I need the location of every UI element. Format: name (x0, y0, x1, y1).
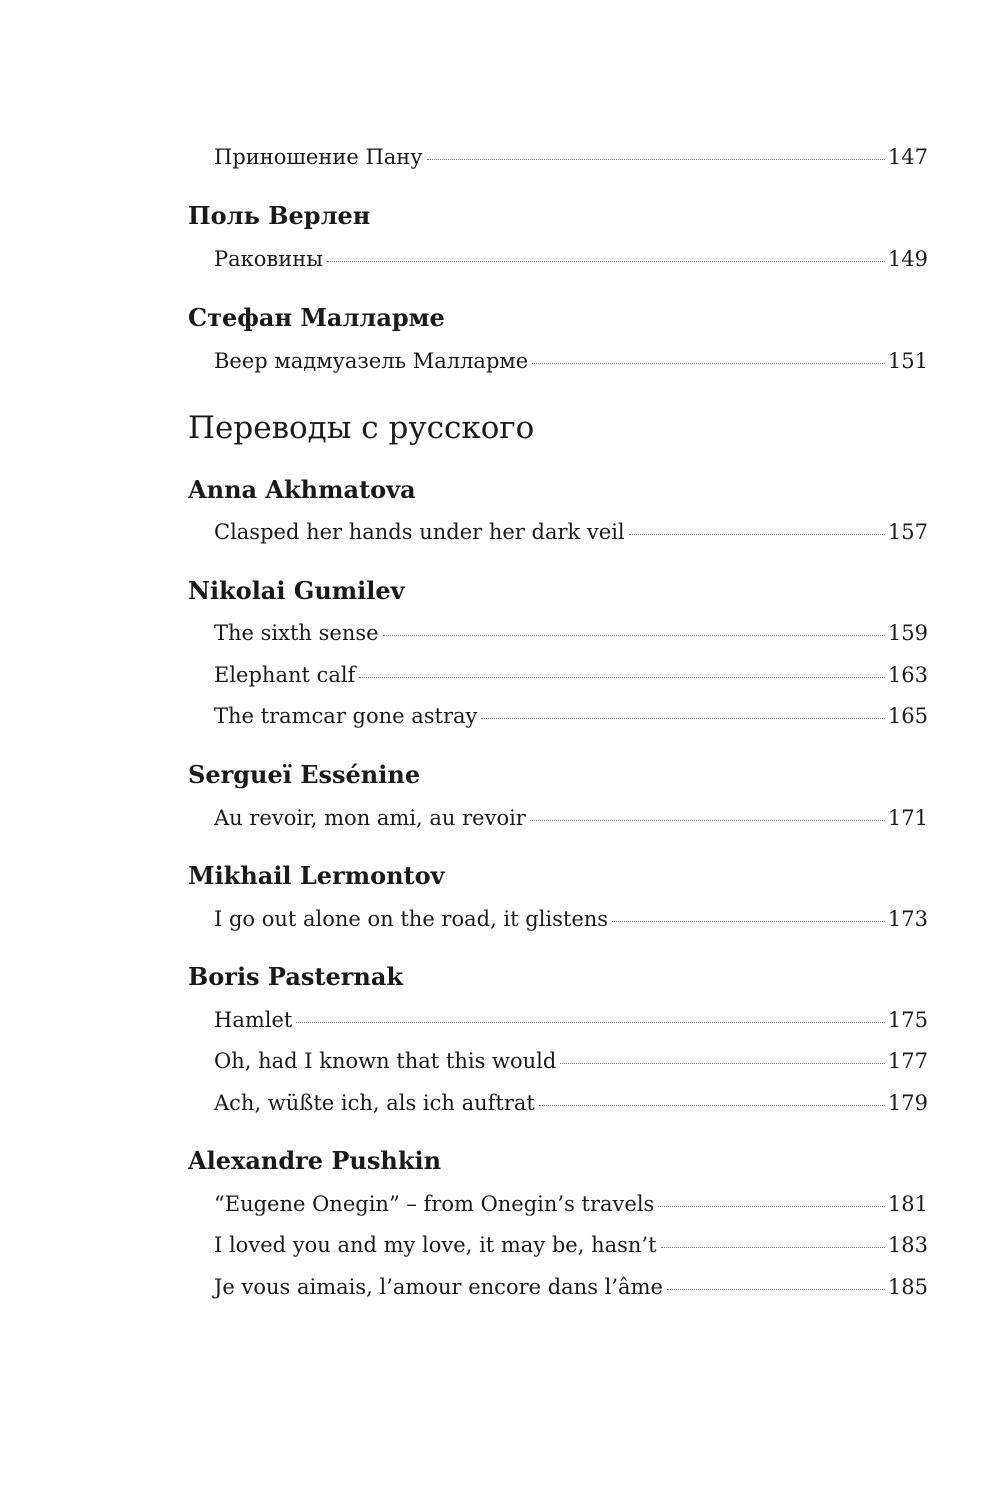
dot-leader (661, 1247, 885, 1248)
dot-leader (612, 921, 885, 922)
entry-page-number: 151 (887, 349, 928, 373)
entry-title: “Eugene Onegin” – from Onegin’s travels (214, 1192, 655, 1216)
entry-title: Ach, wüßte ich, als ich auftrat (214, 1091, 535, 1115)
dot-leader (658, 1206, 885, 1207)
toc-entry[interactable] (214, 804, 928, 832)
author-heading: Anna Akhmatova (188, 475, 416, 504)
author-heading: Sergueï Essénine (188, 760, 421, 789)
toc-entry[interactable] (214, 905, 928, 933)
dot-leader (481, 718, 884, 719)
author-heading: Поль Верлен (188, 201, 371, 230)
entry-page-number: 165 (887, 704, 928, 728)
toc-entry[interactable] (214, 143, 928, 171)
dot-leader (359, 677, 885, 678)
entry-title: Приношение Пану (214, 145, 423, 169)
entry-page-number: 175 (887, 1008, 928, 1032)
entry-title: Au revoir, mon ami, au revoir (214, 806, 526, 830)
entry-title: Раковины (214, 247, 323, 271)
dot-leader (296, 1022, 885, 1023)
author-heading: Alexandre Pushkin (188, 1146, 442, 1175)
dot-leader (560, 1063, 885, 1064)
toc-entry[interactable] (214, 619, 928, 647)
dot-leader (629, 534, 885, 535)
entry-title: Elephant calf (214, 663, 356, 687)
toc-entry[interactable] (214, 1006, 928, 1034)
entry-page-number: 163 (887, 663, 928, 687)
toc-entry[interactable] (214, 347, 928, 375)
entry-title: I go out alone on the road, it glistens (214, 907, 609, 931)
toc-entry[interactable] (214, 1047, 928, 1075)
toc-entry[interactable] (214, 661, 928, 689)
dot-leader (539, 1105, 885, 1106)
dot-leader (532, 363, 885, 364)
entry-page-number: 179 (887, 1091, 928, 1115)
entry-title: Hamlet (214, 1008, 293, 1032)
entry-page-number: 185 (887, 1275, 928, 1299)
entry-page-number: 157 (887, 520, 928, 544)
entry-title: The tramcar gone astray (214, 704, 478, 728)
entry-page-number: 177 (887, 1049, 928, 1073)
entry-page-number: 181 (887, 1192, 928, 1216)
entry-title: Je vous aimais, l’amour encore dans l’âme (214, 1275, 663, 1299)
entry-title: The sixth sense (214, 621, 379, 645)
entry-page-number: 159 (887, 621, 928, 645)
toc-entry[interactable] (214, 518, 928, 546)
author-heading: Стефан Малларме (188, 303, 445, 332)
toc-entry[interactable] (214, 1190, 928, 1218)
dot-leader (427, 159, 885, 160)
toc-entry[interactable] (214, 1089, 928, 1117)
entry-title: Веер мадмуазель Малларме (214, 349, 529, 373)
entry-page-number: 149 (887, 247, 928, 271)
author-heading: Mikhail Lermontov (188, 861, 445, 890)
dot-leader (327, 261, 885, 262)
entry-title: I loved you and my love, it may be, hasn’t (214, 1233, 657, 1257)
dot-leader (667, 1289, 885, 1290)
author-heading: Boris Pasternak (188, 962, 404, 991)
entry-title: Oh, had I known that this would (214, 1049, 557, 1073)
toc-entry[interactable] (214, 1231, 928, 1259)
entry-page-number: 173 (887, 907, 928, 931)
section-heading: Переводы с русского (188, 410, 535, 446)
entry-page-number: 183 (887, 1233, 928, 1257)
entry-page-number: 147 (887, 145, 928, 169)
entry-title: Clasped her hands under her dark veil (214, 520, 625, 544)
entry-page-number: 171 (887, 806, 928, 830)
author-heading: Nikolai Gumilev (188, 576, 405, 605)
dot-leader (383, 635, 885, 636)
toc-entry[interactable] (214, 702, 928, 730)
dot-leader (530, 820, 885, 821)
toc-entry[interactable] (214, 1273, 928, 1301)
toc-entry[interactable] (214, 245, 928, 273)
